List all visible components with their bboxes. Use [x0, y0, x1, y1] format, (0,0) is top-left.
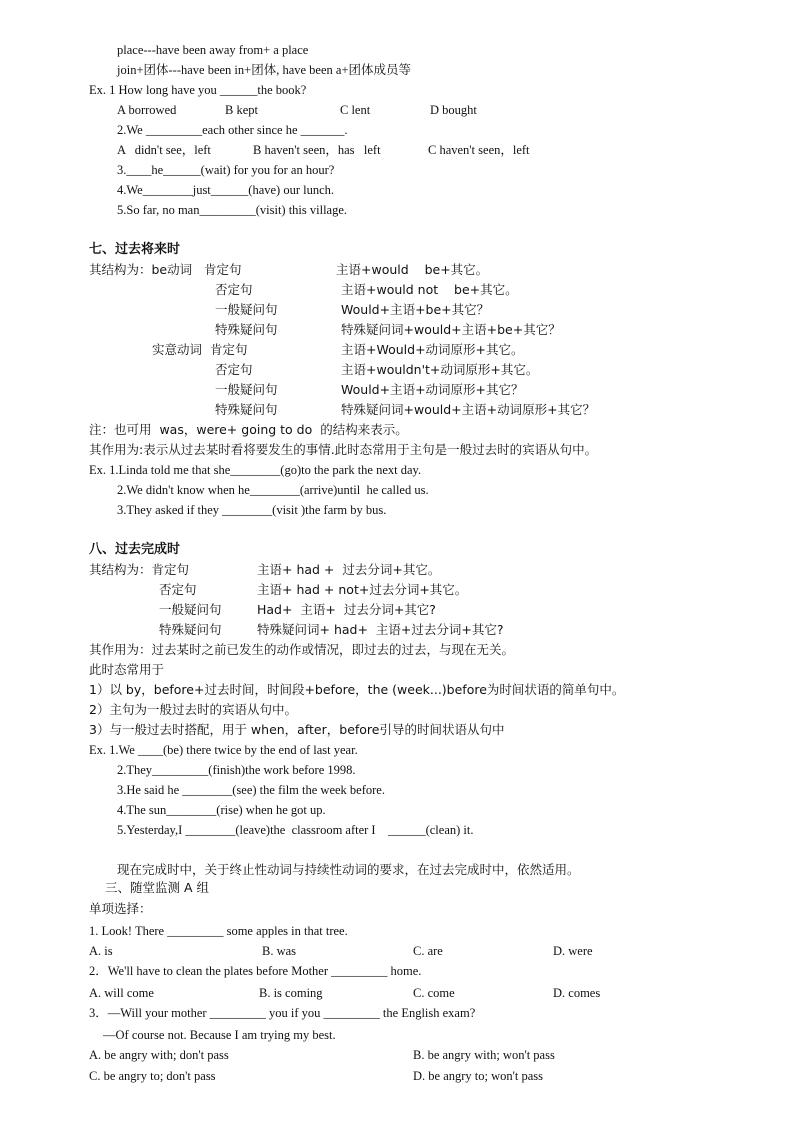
text-line: 2．We'll have to clean the plates before Mother _________ home. — [89, 964, 422, 978]
text-line: D bought — [430, 103, 477, 117]
text-line: A. will come — [89, 986, 154, 1000]
text-line: join+团体---have been in+团体, have been a+团体成员等 — [117, 63, 411, 77]
text-line: Ex. 1 How long have you ______the book? — [89, 83, 307, 97]
text-line: 特殊疑问句 — [159, 622, 222, 637]
text-line: place---have been away from+ a place — [117, 43, 309, 57]
text-line: 一般疑问句 — [159, 602, 222, 617]
text-line: 特殊疑问词+ had+ 主语+过去分词+其它? — [257, 622, 504, 637]
text-line: Had+ 主语+ 过去分词+其它? — [257, 602, 436, 617]
text-line: 1. Look! There _________ some apples in that tree. — [89, 924, 348, 938]
text-line: 主语+wouldn't+动词原形+其它。 — [341, 362, 539, 377]
text-line: 主语+ had + 过去分词+其它。 — [257, 562, 441, 577]
text-line: 一般疑问句 — [215, 302, 278, 317]
text-line: 否定句 — [215, 362, 253, 377]
text-line: C lent — [340, 103, 371, 117]
text-line: 主语+would be+其它。 — [336, 262, 489, 277]
text-line: 3.He said he ________(see) the film the week before. — [117, 783, 385, 797]
text-line: 此时态常用于 — [89, 662, 165, 677]
text-line: 否定句 — [159, 582, 197, 597]
text-line: A. be angry with; don't pass — [89, 1048, 229, 1062]
text-line: 2.They_________(finish)the work before 1998. — [117, 763, 356, 777]
text-line: B. is coming — [259, 986, 323, 1000]
text-line: Ex. 1.Linda told me that she________(go)to the park the next day. — [89, 463, 422, 477]
text-line: 3）与一般过去时搭配，用于 when，after，before引导的时间状语从句中 — [89, 722, 505, 737]
text-line: 特殊疑问词+would+主语+be+其它？ — [341, 322, 561, 337]
text-line: 3．—Will your mother _________ you if you _________ the English exam? — [89, 1006, 476, 1020]
text-line: B. be angry with; won't pass — [413, 1048, 555, 1062]
text-line: —Of course not. Because I am trying my best. — [103, 1028, 336, 1042]
text-line: 特殊疑问句 — [215, 322, 278, 337]
text-line: 主语+Would+动词原形+其它。 — [341, 342, 524, 357]
text-line: C. come — [413, 986, 455, 1000]
text-line: A borrowed — [117, 103, 177, 117]
text-line: D. were — [553, 944, 593, 958]
text-line: B haven't seen，has left — [253, 143, 381, 157]
text-line: 3.They asked if they ________(visit )the farm by bus. — [117, 503, 387, 517]
text-line: 5.So far, no man_________(visit) this village. — [117, 203, 348, 217]
text-line: A. is — [89, 944, 113, 958]
text-line: 2.We didn't know when he________(arrive)until he called us. — [117, 483, 429, 497]
text-line: 八、过去完成时 — [89, 542, 181, 557]
text-line: B kept — [225, 103, 258, 117]
text-line: B. was — [262, 944, 297, 958]
text-line: 实意动词 肯定句 — [152, 342, 248, 357]
text-line: C. are — [413, 944, 443, 958]
text-line: C haven't seen，left — [428, 143, 530, 157]
text-line: 现在完成时中，关于终止性动词与持续性动词的要求，在过去完成时中，依然适用。 — [117, 862, 580, 877]
text-line: 3.____he______(wait) for you for an hour? — [117, 163, 335, 177]
text-line: 特殊疑问句 — [215, 402, 278, 417]
text-line: 主语+would not be+其它。 — [341, 282, 518, 297]
text-line: Ex. 1.We ____(be) there twice by the end of last year. — [89, 743, 358, 757]
text-line: 三、随堂监测 A 组 — [105, 880, 209, 895]
text-line: 5.Yesterday,I ________(leave)the classroom after I ______(clean) it. — [117, 823, 474, 837]
text-line: 4.We________just______(have) our lunch. — [117, 183, 335, 197]
text-line: 七、过去将来时 — [89, 242, 181, 257]
text-line: D. be angry to; won't pass — [413, 1069, 544, 1083]
text-line: Would+主语+be+其它？ — [341, 302, 490, 317]
text-line: 其结构为：肯定句 — [89, 562, 190, 577]
text-line: 其作用为:表示从过去某时看将要发生的事情.此时态常用于主句是一般过去时的宾语从句中。 — [89, 442, 598, 457]
text-line: C. be angry to; don't pass — [89, 1069, 216, 1083]
text-line: 单项选择： — [89, 901, 152, 916]
text-line: Would+主语+动词原形+其它？ — [341, 382, 524, 397]
text-line: 特殊疑问词+would+主语+动词原形+其它？ — [341, 402, 596, 417]
text-line: 4.The sun________(rise) when he got up. — [117, 803, 326, 817]
text-line: 其作用为：过去某时之前已发生的动作或情况，即过去的过去，与现在无关。 — [89, 642, 515, 657]
text-line: 其结构为：be动词 肯定句 — [89, 262, 242, 277]
text-line: 主语+ had + not+过去分词+其它。 — [257, 582, 468, 597]
text-line: D. comes — [553, 986, 601, 1000]
text-line: 一般疑问句 — [215, 382, 278, 397]
text-line: 1）以 by，before+过去时间，时间段+before，the (week...)before为时间状语的简单句中。 — [89, 682, 625, 697]
text-line: 2.We _________each other since he _______. — [117, 123, 348, 137]
text-line: 否定句 — [215, 282, 253, 297]
text-line: A didn't see，left — [117, 143, 211, 157]
text-line: 2）主句为一般过去时的宾语从句中。 — [89, 702, 297, 717]
text-line: 注：也可用 was，were+ going to do 的结构来表示。 — [89, 422, 408, 437]
